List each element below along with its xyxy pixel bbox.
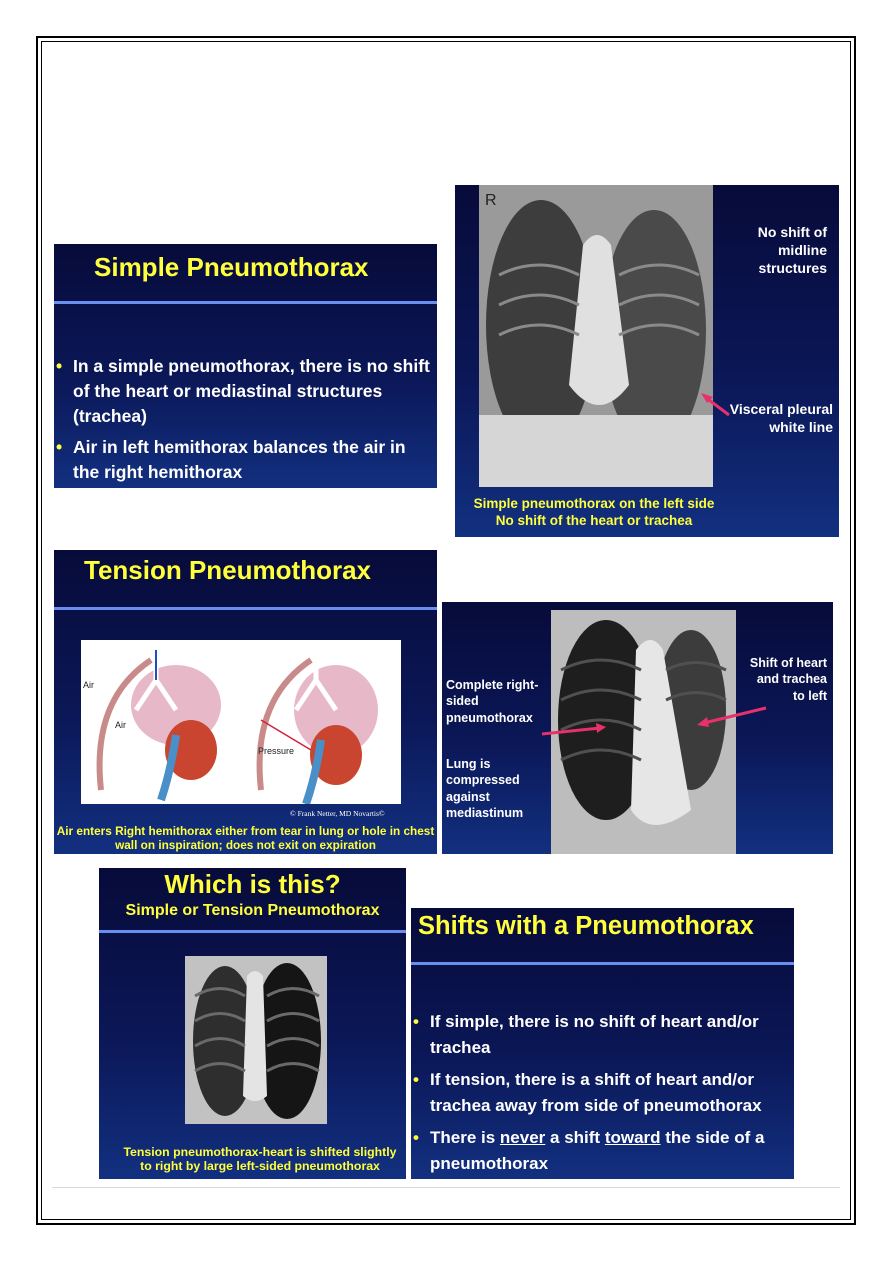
slide-title: Which is this? xyxy=(164,869,341,899)
label-air-outside: Air xyxy=(83,680,94,690)
xray-slide-tension xyxy=(442,602,833,854)
tension-caption: Air enters Right hemithorax either from tear in lung or hole in chest wall on inspiration; does not exit on expiration xyxy=(56,824,435,852)
caption-line: to right by large left-sided pneumothorax xyxy=(140,1159,380,1173)
which-caption xyxy=(99,1145,406,1173)
bullet-item: • In a simple pneumothorax, there is no shift of the heart or mediastinal structures (trachea) xyxy=(54,354,434,429)
slide-title: Shifts with a Pneumothorax xyxy=(418,912,754,940)
label-lung-compressed: Lung is compressed against mediastinum xyxy=(446,757,524,820)
title-divider xyxy=(54,301,437,304)
bullet-item: • If simple, there is no shift of heart and/or trachea xyxy=(411,1009,791,1061)
pointer-arrow-left xyxy=(540,722,608,738)
bullet-list xyxy=(54,354,434,488)
title-divider xyxy=(54,607,437,610)
bullet-text: the side of a pneumothorax xyxy=(430,1128,765,1173)
title-divider xyxy=(411,962,794,965)
slide-title: Simple Pneumothorax xyxy=(94,252,369,282)
label-complete-right: Complete right-sided pneumothorax xyxy=(446,678,539,725)
slide-subtitle: Simple or Tension Pneumothorax xyxy=(125,902,380,919)
bullet-item xyxy=(411,1125,791,1177)
pointer-arrow-right xyxy=(694,705,768,729)
caption-line: Tension pneumothorax-heart is shifted slightly xyxy=(123,1145,397,1159)
bullet-item: • Air in left hemithorax balances the air in the right hemithorax xyxy=(54,435,434,485)
caption-line: Simple pneumothorax on the left side xyxy=(473,496,715,511)
caption-line: No shift of the heart or trachea xyxy=(495,512,693,528)
slide-simple-pneumothorax xyxy=(54,244,437,488)
chest-xray-image xyxy=(479,185,713,487)
slide-which-is-this xyxy=(99,868,406,1179)
footer-divider xyxy=(52,1187,840,1188)
lung-illustration xyxy=(81,640,401,804)
label-shift-left: Shift of heart and trachea to left xyxy=(749,656,827,703)
bullet-item: • If tension, there is a shift of heart and/or trachea away from side of pneumothorax xyxy=(411,1067,791,1119)
slide-tension-pneumothorax xyxy=(54,550,437,854)
label-pressure: Pressure xyxy=(258,746,295,756)
label-visceral-line: Visceral pleural white line xyxy=(729,401,833,436)
emphasis-never: never xyxy=(499,1128,546,1147)
netter-illustration xyxy=(81,640,401,804)
bullet-text: a shift xyxy=(545,1128,605,1147)
bullet-list xyxy=(411,1009,791,1179)
chest-xray-image xyxy=(185,956,327,1124)
slide-title: Tension Pneumothorax xyxy=(84,555,371,585)
lung-shapes xyxy=(479,185,713,487)
label-no-shift: No shift of midline structures xyxy=(757,224,827,277)
pointer-arrow xyxy=(699,391,733,419)
xray-slide-simple xyxy=(455,185,839,537)
xray-caption xyxy=(455,496,733,530)
title-divider xyxy=(99,930,406,933)
emphasis-toward: toward xyxy=(604,1128,661,1147)
netter-credit: © Frank Netter, MD Novartis© xyxy=(290,809,385,818)
lung-shapes xyxy=(185,956,327,1124)
bullet-text: There is xyxy=(430,1128,500,1147)
label-air-inside: Air xyxy=(115,720,126,730)
xray-side-marker: R xyxy=(485,192,497,209)
slide-shifts xyxy=(411,908,794,1179)
